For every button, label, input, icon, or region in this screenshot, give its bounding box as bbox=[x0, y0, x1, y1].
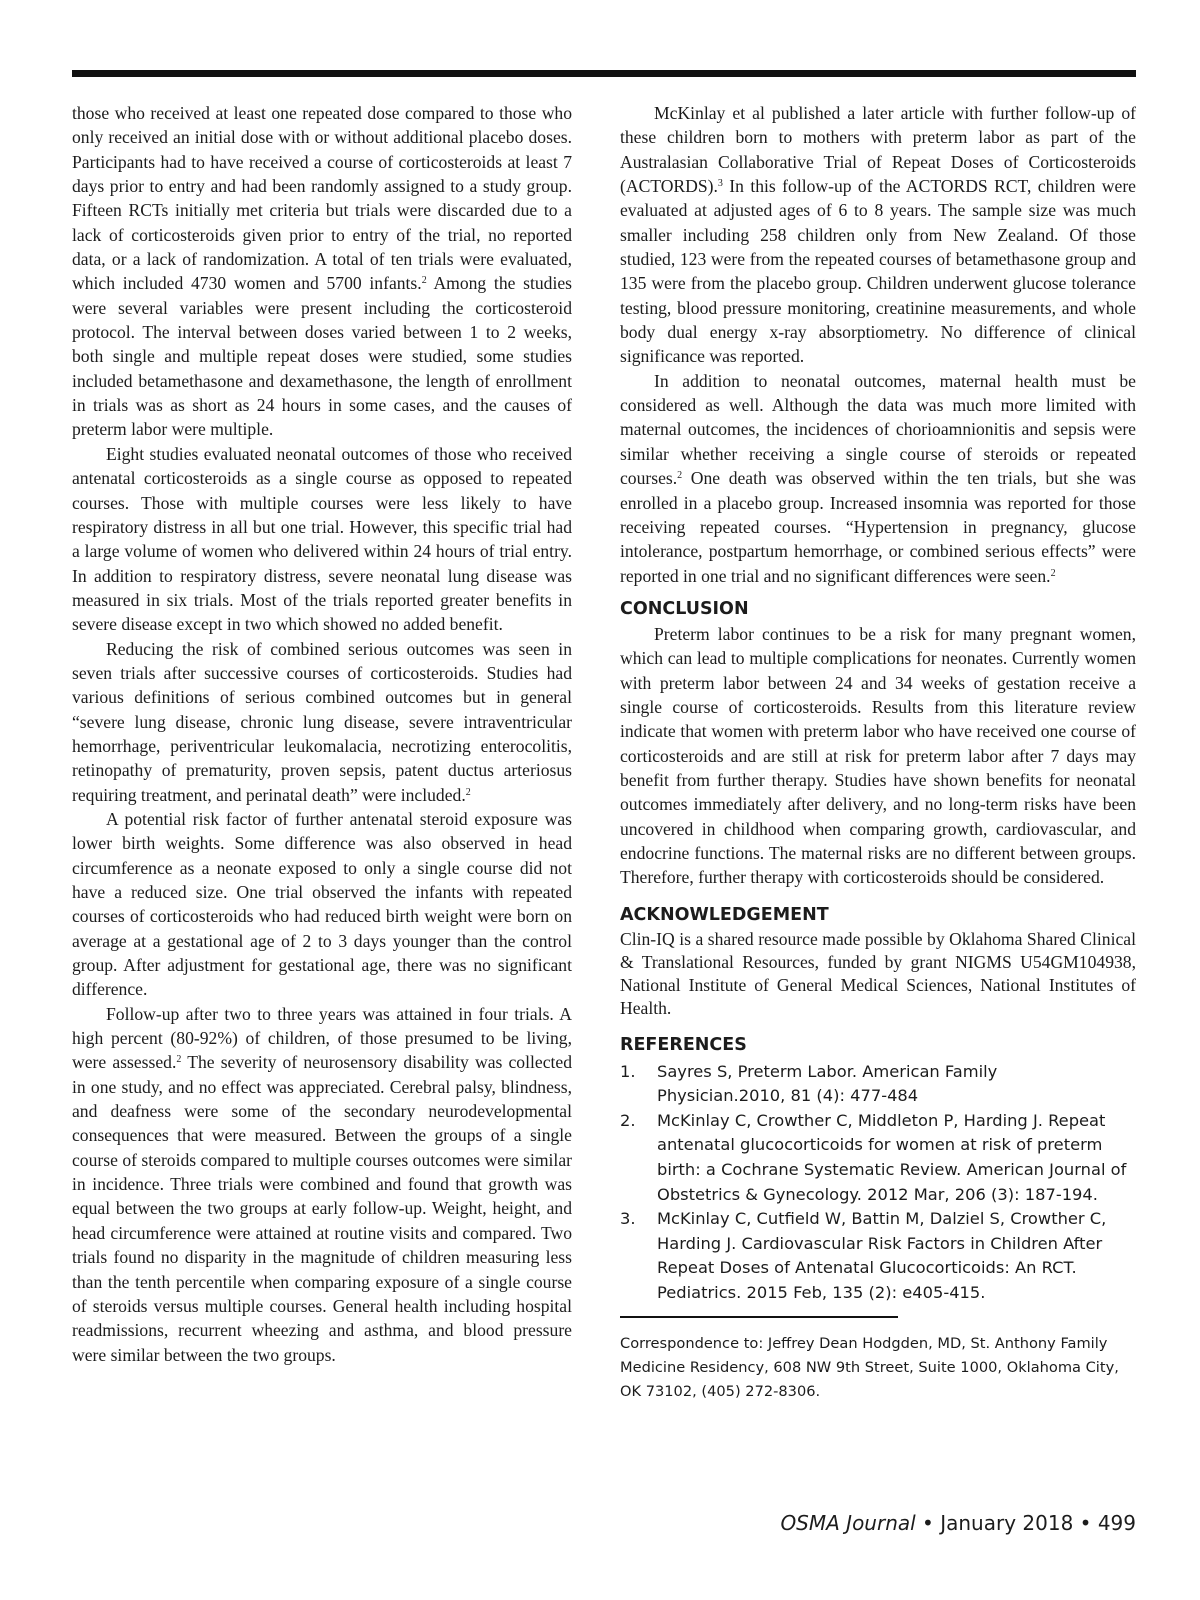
paragraph-text: One death was observed within the ten trials, but she was enrolled in a placebo group. Increased insomnia was reported for those receiving repeated courses. “Hypertension in pregnancy, glucose intolerance, postpartum hemorrhage, or combined serious effects” were reported in one trial and no significant differences were seen. bbox=[620, 468, 1136, 586]
footer-date: January 2018 bbox=[940, 1511, 1074, 1535]
left-column bbox=[72, 101, 572, 1367]
citation: 3 bbox=[717, 178, 723, 190]
references-heading: REFERENCES bbox=[620, 1034, 747, 1055]
paragraph-text: Reducing the risk of combined serious outcomes was seen in seven trials after successive courses of corticosteroids. Studies had various definitions of serious combined outcomes but in general “severe lung disease, chronic lung disease, severe intraventricular hemorrhage, periventricular leukomalacia, necrotizing enterocolitis, retinopathy of prematurity, proven sepsis, patent ductus arteriosus requiring treatment, and perinatal death” were included. bbox=[72, 638, 572, 805]
paragraph bbox=[620, 101, 1136, 369]
reference-number: 1. bbox=[620, 1061, 636, 1081]
reference-item bbox=[620, 1207, 1136, 1305]
reference-item bbox=[620, 1060, 1136, 1109]
correspondence-note: Correspondence to: Jeffrey Dean Hodgden, MD, St. Anthony Family Medicine Residency, 608 NW 9th Street, Suite 1000, Oklahoma City, OK 73102, (405) 272-8306. bbox=[620, 1334, 1119, 1400]
reference-text: Sayres S, Preterm Labor. American Family Physician.2010, 81 (4): 477-484 bbox=[657, 1061, 998, 1106]
footer-separator: • bbox=[915, 1511, 941, 1535]
right-column bbox=[620, 101, 1136, 1404]
paragraph-text: In addition to neonatal outcomes, maternal health must be considered as well. Although the data was much more limited with maternal outcomes, the incidences of chorioamnionitis and sepsis were similar whether receiving a single course of steroids or repeated courses. bbox=[620, 370, 1136, 489]
page-footer bbox=[780, 1511, 1136, 1535]
correspondence-divider bbox=[620, 1316, 898, 1318]
paragraph-text: In this follow-up of the ACTORDS RCT, children were evaluated at adjusted ages of 6 to 8 years. The sample size was much smaller including 258 children only from New Zealand. Of those studied, 123 were from the repeated courses of betamethasone group and 135 were from the placebo group. Children underwent glucose tolerance testing, blood pressure monitoring, creatinine measurements, and whole body dual energy x-ray absorptiometry. No difference of clinical significance was reported. bbox=[620, 176, 1136, 367]
paragraph-text: McKinlay et al published a later article with further follow-up of these children born to mothers with preterm labor as part of the Australasian Collaborative Trial of Repeat Doses of Corticosteroids (ACTORDS). bbox=[620, 103, 1136, 197]
paragraph-text: those who received at least one repeated dose compared to those who only received an initial dose with or without additional placebo doses. Participants had to have received a course of corticosteroids at least 7 days prior to entry and had been randomly assigned to a study group. Fifteen RCTs initially met criteria but trials were discarded due to a lack of corticosteroids given prior to entry of the trial, no reported data, or a lack of randomization. A total of ten trials were evaluated, which included 4730 women and 5700 infants. bbox=[72, 103, 572, 294]
reference-number: 3. bbox=[620, 1209, 636, 1229]
paragraph: A potential risk factor of further antenatal steroid exposure was lower birth weights. Some difference was also observed in head circumference as a neonate exposed to only a single course did not have a reduced size. One trial observed the infants with repeated courses of corticosteroids who had reduced birth weight were born on average at a gestational age of 2 to 3 days younger than the control group. After adjustment for gestational age, there was no significant difference. bbox=[72, 808, 572, 1000]
paragraph bbox=[72, 637, 572, 807]
paragraph-text: Among the studies were several variables were present including the corticosteroid protocol. The interval between doses varied between 1 to 2 weeks, both single and multiple repeat doses were studied, some studies included betamethasone and dexamethasone, the length of enrollment in trials was as short as 24 hours in some cases, and the causes of preterm labor were multiple. bbox=[72, 273, 573, 440]
citation: 2 bbox=[1050, 567, 1056, 579]
footer-separator: • bbox=[1073, 1511, 1098, 1535]
acknowledgement-paragraph: Clin-IQ is a shared resource made possible by Oklahoma Shared Clinical & Translational Resources, funded by grant NIGMS U54GM104938, National Institute of General Medical Sciences, National Institutes of Health. bbox=[620, 928, 1136, 1018]
paragraph: Eight studies evaluated neonatal outcomes of those who received antenatal corticosteroids as a single course as opposed to repeated courses. Those with multiple courses were less likely to have respiratory distress in all but one trial. However, this specific trial had a large volume of women who delivered within 24 hours of trial entry. In addition to respiratory distress, severe neonatal lung disease was measured in six trials. Most of the trials reported greater benefits in severe disease except in two which showed no added benefit. bbox=[72, 443, 572, 635]
conclusion-paragraph: Preterm labor continues to be a risk for many pregnant women, which can lead to multiple complications for neonates. Currently women with preterm labor between 24 and 34 weeks of gestation receive a single course of corticosteroids. Results from this literature review indicate that women with preterm labor who have received one course of corticosteroids and are still at risk for preterm labor after 7 days may benefit from further therapy. Studies have shown benefits for neonatal outcomes immediately after delivery, and no long-term risks have been uncovered in childhood when comparing growth, cardiovascular, and endocrine functions. The maternal risks are no different between groups. Therefore, further therapy with corticosteroids should be considered. bbox=[620, 623, 1136, 888]
paragraph bbox=[72, 101, 572, 442]
reference-text: McKinlay C, Cutfield W, Battin M, Dalziel S, Crowther C, Harding J. Cardiovascular Risk Factors in Children After Repeat Doses of Antenatal Glucocorticoids: An RCT. Pediatrics. 2015 Feb, 135 (2): e405-415. bbox=[657, 1209, 1107, 1302]
acknowledgement-heading: ACKNOWLEDGEMENT bbox=[620, 904, 829, 925]
paragraph-text: The severity of neurosensory disability was collected in one study, and no effect was appreciated. Cerebral palsy, blindness, and deafness were some of the secondary neurodevelopmental consequences that were measured. Between the groups of a single course of steroids compared to multiple courses outcomes were similar in incidence. Three trials were combined and found that growth was equal between the two groups at early follow-up. Weight, height, and head circumference were attained at routine visits and compared. Two trials found no disparity in the magnitude of children measuring less than the tenth percentile when comparing exposure of a single course of steroids versus multiple courses. General health including hospital readmissions, recurrent wheezing and asthma, and blood pressure were similar between the two groups. bbox=[72, 1052, 572, 1365]
paragraph bbox=[620, 369, 1136, 588]
conclusion-heading: CONCLUSION bbox=[620, 598, 749, 619]
reference-text: McKinlay C, Crowther C, Middleton P, Harding J. Repeat antenatal glucocorticoids for women at risk of preterm birth: a Cochrane Systematic Review. American Journal of Obstetrics & Gynecology. 2012 Mar, 206 (3): 187-194. bbox=[657, 1110, 1127, 1204]
citation: 2 bbox=[677, 470, 683, 482]
paragraph bbox=[72, 1002, 572, 1367]
footer-page-number: 499 bbox=[1097, 1511, 1136, 1535]
citation: 2 bbox=[465, 786, 471, 798]
top-rule bbox=[72, 70, 1136, 77]
references-list bbox=[620, 1060, 1136, 1306]
paragraph-text: Follow-up after two to three years was attained in four trials. A high percent (80-92%) of children, of those presumed to be living, were assessed. bbox=[72, 1003, 572, 1073]
citation: 2 bbox=[421, 275, 427, 287]
reference-number: 2. bbox=[620, 1110, 636, 1130]
reference-item bbox=[620, 1109, 1136, 1207]
footer-journal: OSMA Journal bbox=[780, 1511, 916, 1535]
citation: 2 bbox=[176, 1054, 182, 1066]
